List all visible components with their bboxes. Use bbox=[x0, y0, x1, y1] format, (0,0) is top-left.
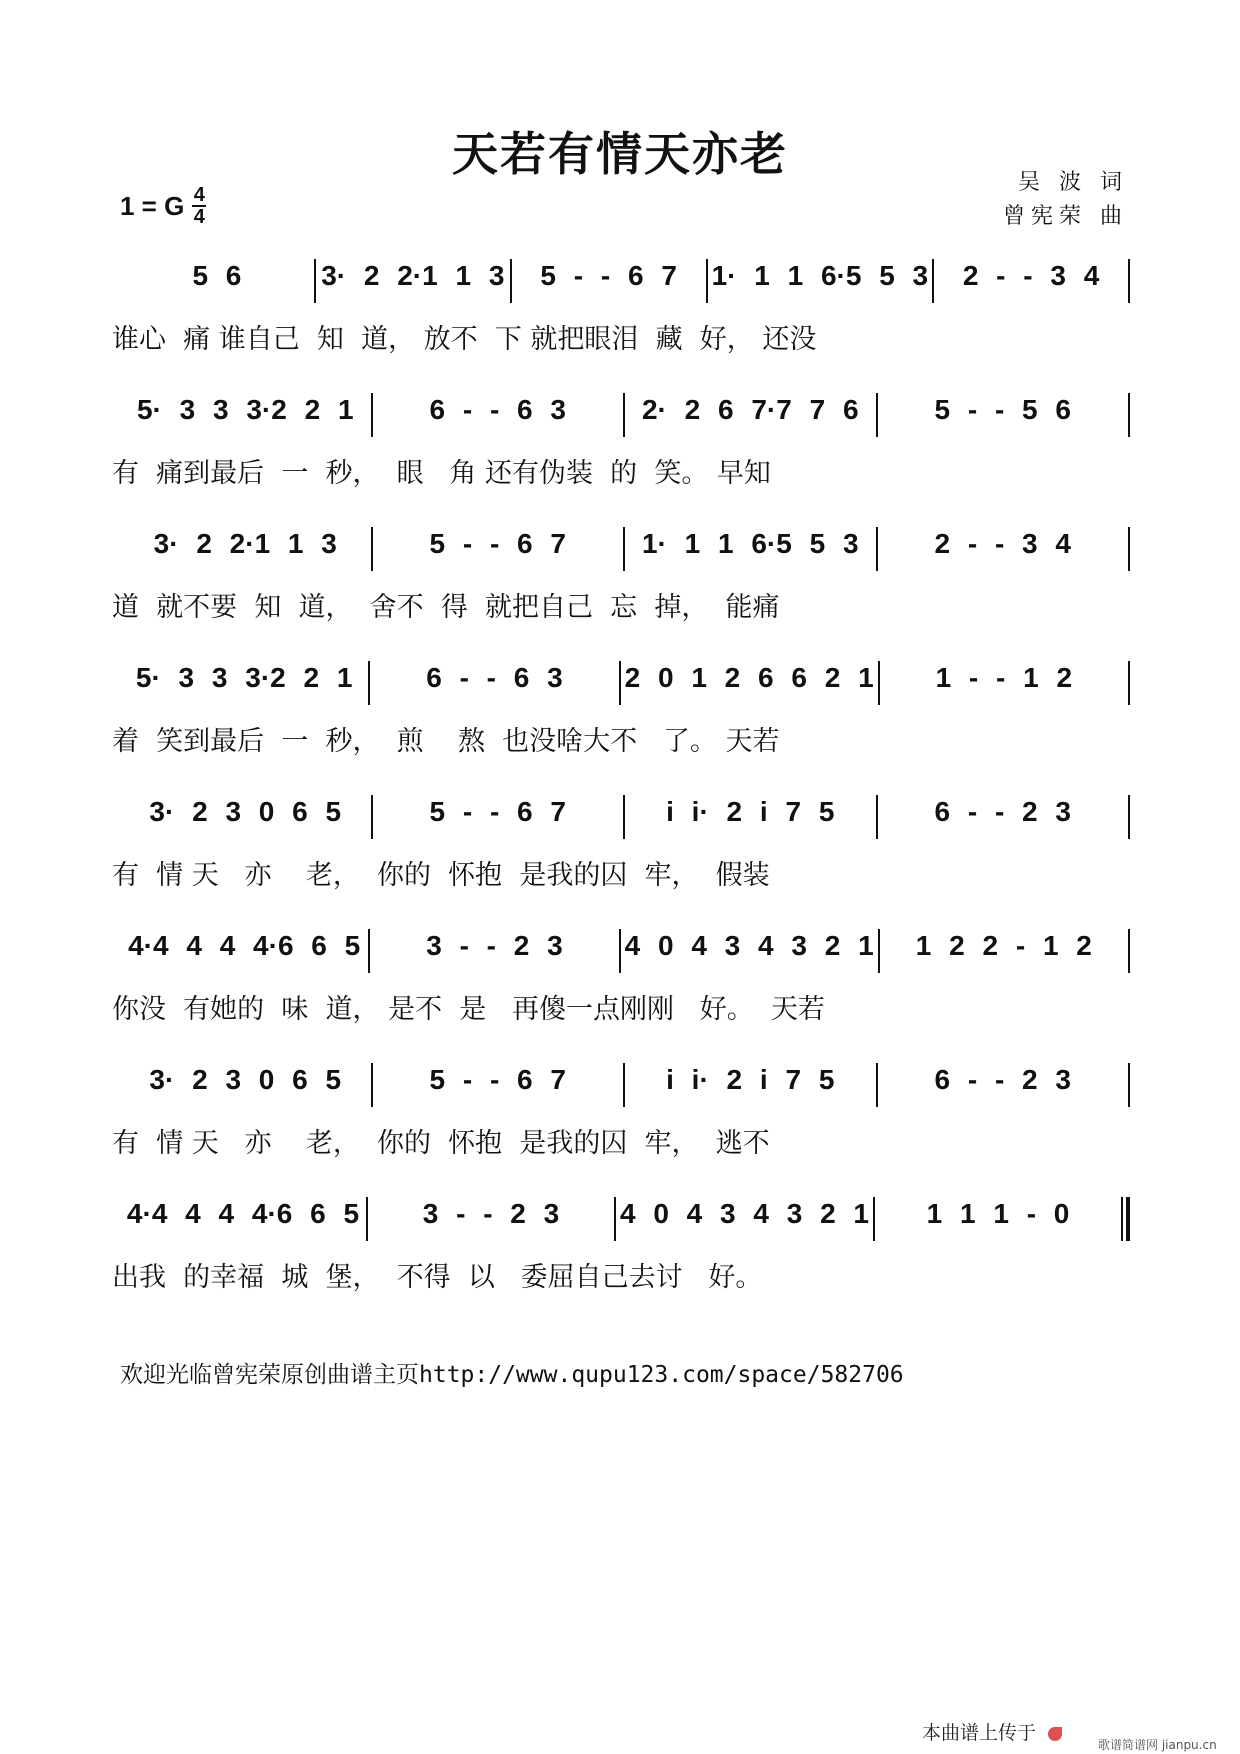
barline bbox=[1128, 393, 1130, 437]
key-signature bbox=[120, 186, 206, 226]
notes-line bbox=[120, 657, 1130, 717]
notes-line bbox=[120, 523, 1130, 583]
lyric-line: 有 情 天 亦 老， 你的 怀抱 是我的囚 牢， 逃不 bbox=[112, 1128, 770, 1159]
measure bbox=[373, 389, 624, 445]
measure bbox=[878, 389, 1129, 445]
measure-notes: 5 - - 6 7 bbox=[540, 260, 677, 291]
measure-notes: 5· 3 3 3·2 2 1 bbox=[136, 394, 354, 425]
time-signature bbox=[192, 186, 206, 226]
score-row bbox=[112, 1193, 1130, 1327]
measure bbox=[880, 657, 1128, 713]
measure-notes: 3· 2 3 0 6 5 bbox=[149, 796, 342, 827]
measure-notes: 5 - - 5 6 bbox=[934, 394, 1071, 425]
measure-notes: 6 - - 2 3 bbox=[934, 796, 1071, 827]
final-barline bbox=[1121, 1197, 1130, 1241]
lyric-line: 有 痛到最后 一 秒， 眼 角 还有伪装 的 笑。 早知 bbox=[112, 458, 771, 489]
measure-notes: 4 0 4 3 4 3 2 1 bbox=[619, 1198, 870, 1229]
notes-line bbox=[120, 1193, 1130, 1253]
measure bbox=[625, 791, 876, 847]
measure bbox=[875, 1193, 1121, 1249]
measure-notes: 2 - - 3 4 bbox=[962, 260, 1100, 291]
measure bbox=[370, 925, 618, 981]
composer: 曾宪荣 曲 bbox=[1003, 204, 1128, 229]
measure-notes: 2 - - 3 4 bbox=[934, 528, 1071, 559]
measure bbox=[373, 523, 624, 579]
measure bbox=[880, 925, 1128, 981]
notes-line bbox=[120, 791, 1130, 851]
measure-notes: 5 6 bbox=[192, 260, 242, 291]
measure-notes: 1 - - 1 2 bbox=[935, 662, 1073, 693]
time-signature-top: 4 bbox=[193, 184, 205, 206]
score-row bbox=[112, 523, 1130, 657]
homepage-link[interactable]: 欢迎光临曾宪荣原创曲谱主页http://www.qupu123.com/space/582706 bbox=[120, 1362, 904, 1388]
lyricist: 吴 波 词 bbox=[1018, 170, 1128, 195]
measure bbox=[625, 523, 876, 579]
measure-notes: 4 0 4 3 4 3 2 1 bbox=[624, 930, 874, 961]
measure bbox=[621, 657, 878, 713]
notes-line bbox=[120, 255, 1130, 315]
score-row bbox=[112, 389, 1130, 523]
measure-notes: 4·4 4 4 4·6 6 5 bbox=[128, 930, 361, 961]
score bbox=[112, 255, 1130, 1327]
measure bbox=[120, 523, 371, 579]
measure-notes: 6 - - 6 3 bbox=[426, 662, 563, 693]
upload-note bbox=[922, 1718, 1062, 1745]
measure bbox=[368, 1193, 614, 1249]
notes-line bbox=[120, 925, 1130, 985]
lyric-line: 谁心 痛 谁自己 知 道， 放不 下 就把眼泪 藏 好， 还没 bbox=[112, 324, 817, 355]
measure bbox=[120, 1059, 371, 1115]
measure-notes: 3· 2 2·1 1 3 bbox=[153, 528, 337, 559]
measure-notes: 2· 2 6 7·7 7 6 bbox=[641, 394, 859, 425]
barline bbox=[1128, 661, 1130, 705]
measure-notes: 5 - - 6 7 bbox=[429, 528, 566, 559]
measure bbox=[621, 925, 878, 981]
measure bbox=[878, 523, 1129, 579]
measure bbox=[616, 1193, 873, 1249]
watermark: 歌谱简谱网 jianpu.cn bbox=[1098, 1738, 1217, 1752]
barline bbox=[1128, 929, 1130, 973]
barline bbox=[1128, 795, 1130, 839]
measure bbox=[512, 255, 706, 311]
barline bbox=[1128, 259, 1130, 303]
score-row bbox=[112, 255, 1130, 389]
upload-text: 本曲谱上传于 bbox=[922, 1722, 1037, 1744]
notes-line bbox=[120, 1059, 1130, 1119]
measure-notes: 6 - - 2 3 bbox=[934, 1064, 1071, 1095]
measure-notes: i i· 2 i 7 5 bbox=[666, 1064, 835, 1095]
measure-notes: 1 2 2 - 1 2 bbox=[915, 930, 1092, 961]
measure-notes: 1· 1 1 6·5 5 3 bbox=[641, 528, 859, 559]
measure bbox=[370, 657, 618, 713]
measure bbox=[625, 1059, 876, 1115]
lyric-line: 出我 的幸福 城 堡， 不得 以 委屈自己去讨 好。 bbox=[112, 1262, 763, 1293]
notes-line bbox=[120, 389, 1130, 449]
measure bbox=[878, 1059, 1129, 1115]
measure-notes: 1· 1 1 6·5 5 3 bbox=[711, 260, 929, 291]
barline bbox=[1128, 527, 1130, 571]
measure-notes: 4·4 4 4 4·6 6 5 bbox=[126, 1198, 360, 1229]
measure bbox=[708, 255, 933, 311]
score-row bbox=[112, 925, 1130, 1059]
measure bbox=[120, 657, 368, 713]
measure bbox=[373, 791, 624, 847]
measure bbox=[373, 1059, 624, 1115]
measure-notes: 5 - - 6 7 bbox=[429, 796, 566, 827]
measure-notes: 1 1 1 - 0 bbox=[926, 1198, 1070, 1229]
measure bbox=[934, 255, 1128, 311]
measure bbox=[625, 389, 876, 445]
measure bbox=[120, 925, 368, 981]
credits bbox=[1003, 166, 1128, 234]
score-row bbox=[112, 791, 1130, 925]
measure bbox=[878, 791, 1129, 847]
time-signature-bottom: 4 bbox=[193, 206, 205, 228]
lyric-line: 道 就不要 知 道， 舍不 得 就把自己 忘 掉， 能痛 bbox=[112, 592, 780, 623]
measure bbox=[120, 389, 371, 445]
score-row bbox=[112, 657, 1130, 791]
measure bbox=[120, 1193, 366, 1249]
site-logo-icon bbox=[1048, 1727, 1062, 1741]
measure-notes: 3 - - 2 3 bbox=[422, 1198, 560, 1229]
score-row bbox=[112, 1059, 1130, 1193]
measure-notes: 3 - - 2 3 bbox=[426, 930, 563, 961]
measure-notes: 2 0 1 2 6 6 2 1 bbox=[624, 662, 874, 693]
song-title: 天若有情天亦老 bbox=[452, 127, 788, 181]
key-label: 1 = G bbox=[120, 190, 185, 221]
lyric-line: 你没 有她的 味 道， 是不 是 再傻一点刚刚 好。 天若 bbox=[112, 994, 825, 1025]
measure-notes: 5 - - 6 7 bbox=[429, 1064, 566, 1095]
measure bbox=[120, 791, 371, 847]
measure bbox=[120, 255, 314, 311]
barline bbox=[1128, 1063, 1130, 1107]
lyric-line: 有 情 天 亦 老， 你的 怀抱 是我的囚 牢， 假装 bbox=[112, 860, 770, 891]
measure-notes: 3· 2 3 0 6 5 bbox=[149, 1064, 342, 1095]
measure bbox=[316, 255, 510, 311]
measure-notes: i i· 2 i 7 5 bbox=[666, 796, 835, 827]
measure-notes: 6 - - 6 3 bbox=[429, 394, 566, 425]
measure-notes: 5· 3 3 3·2 2 1 bbox=[135, 662, 353, 693]
measure-notes: 3· 2 2·1 1 3 bbox=[321, 260, 505, 291]
lyric-line: 着 笑到最后 一 秒， 煎 熬 也没啥大不 了。 天若 bbox=[112, 726, 780, 757]
